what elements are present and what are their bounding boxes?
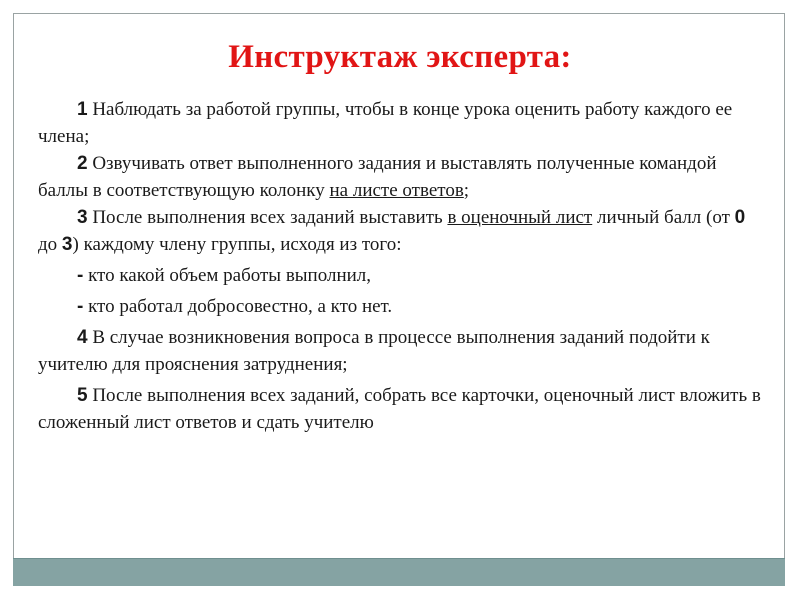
item-text: Озвучивать ответ выполненного задания и выставлять полученные командой баллы в соответствующую колонку	[38, 153, 717, 201]
criteria-text: кто работал добросовестно, а кто нет.	[83, 296, 393, 317]
instruction-item-5	[38, 382, 768, 436]
instructions-body	[38, 96, 768, 436]
item-number: 4	[77, 327, 88, 348]
score-min: 0	[734, 207, 746, 228]
instruction-item-4	[38, 324, 768, 378]
score-max: 3	[61, 234, 73, 255]
item-text-end: ) каждому члену группы, исходя из того:	[72, 234, 402, 255]
item-text-end: ;	[463, 180, 470, 201]
score-sheet-text: в оценочный лист	[447, 207, 593, 228]
item-text: После выполнения всех заданий выставить	[87, 207, 448, 228]
item-text-mid2: до	[38, 234, 62, 255]
answer-sheet-text: на листе ответов	[329, 180, 464, 201]
item-text-mid: личный балл (от	[592, 207, 735, 228]
item-number: 3	[77, 207, 88, 228]
item-number: 2	[77, 153, 88, 174]
criteria-item-2	[38, 293, 768, 320]
item-text: В случае возникновения вопроса в процессе выполнения заданий подойти к учителю для прояснения затруднения;	[38, 327, 710, 375]
dash-marker: -	[77, 296, 84, 317]
item-number: 1	[77, 99, 88, 120]
criteria-text: кто какой объем работы выполнил,	[83, 265, 372, 286]
footer-band	[13, 558, 785, 586]
item-text: Наблюдать за работой группы, чтобы в конце урока оценить работу каждого ее члена;	[38, 99, 733, 147]
item-text: После выполнения всех заданий, собрать все карточки, оценочный лист вложить в сложенный лист ответов и сдать учителю	[38, 385, 761, 433]
criteria-item-1	[38, 262, 768, 289]
instruction-item-2	[38, 150, 768, 204]
slide-title: Инструктаж эксперта:	[228, 39, 572, 75]
instruction-item-3	[38, 204, 768, 258]
dash-marker: -	[77, 265, 84, 286]
item-number: 5	[77, 385, 88, 406]
instruction-item-1	[38, 96, 768, 150]
